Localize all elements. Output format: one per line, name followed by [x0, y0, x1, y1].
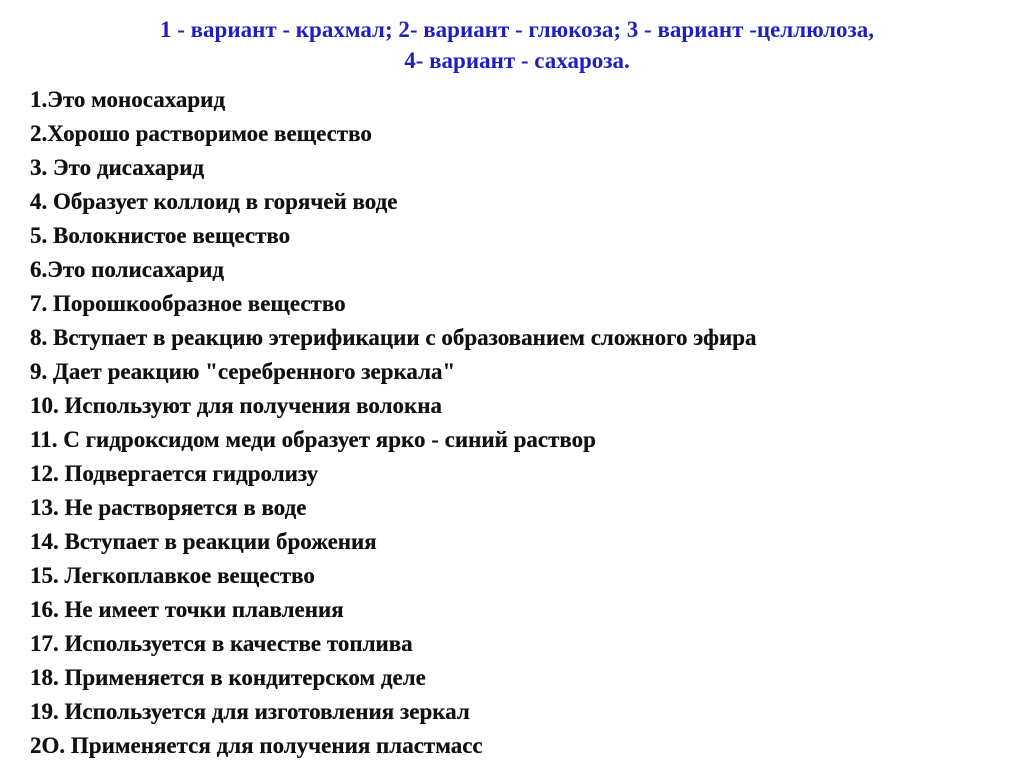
- property-item-18: 18. Применяется в кондитерском деле: [30, 665, 426, 690]
- property-item-1: 1.Это моносахарид: [30, 87, 226, 112]
- property-item-8: 8. Вступает в реакцию этерификации с образованием сложного эфира: [30, 325, 757, 350]
- variants-header-line-1: 1 - вариант - крахмал; 2- вариант - глюкоза; 3 - вариант -целлюлоза,: [159, 17, 875, 42]
- property-item-9: 9. Дает реакцию "серебренного зеркала": [30, 359, 456, 384]
- variants-header-line-2: 4- вариант - сахароза.: [404, 48, 630, 73]
- property-item-19: 19. Используется для изготовления зеркал: [30, 699, 470, 724]
- property-list: [30, 83, 1004, 763]
- property-item-15: 15. Легкоплавкое вещество: [30, 563, 315, 588]
- property-item-10: 10. Используют для получения волокна: [30, 393, 443, 418]
- variants-header: [30, 14, 1004, 76]
- property-item-7: 7. Порошкообразное вещество: [30, 291, 346, 316]
- property-item-11: 11. С гидроксидом меди образует ярко - синий раствор: [30, 427, 596, 452]
- property-item-4: 4. Образует коллоид в горячей воде: [30, 189, 398, 214]
- property-item-6: 6.Это полисахарид: [30, 257, 225, 282]
- property-item-13: 13. Не растворяется в воде: [30, 495, 307, 520]
- property-item-17: 17. Используется в качестве топлива: [30, 631, 413, 656]
- property-item-2: 2.Хорошо растворимое вещество: [30, 121, 372, 146]
- property-item-20: 2О. Применяется для получения пластмасс: [30, 733, 483, 758]
- property-item-12: 12. Подвергается гидролизу: [30, 461, 319, 486]
- property-item-3: 3. Это дисахарид: [30, 155, 205, 180]
- property-item-14: 14. Вступает в реакции брожения: [30, 529, 377, 554]
- property-item-16: 16. Не имеет точки плавления: [30, 597, 344, 622]
- property-item-5: 5. Волокнистое вещество: [30, 223, 291, 248]
